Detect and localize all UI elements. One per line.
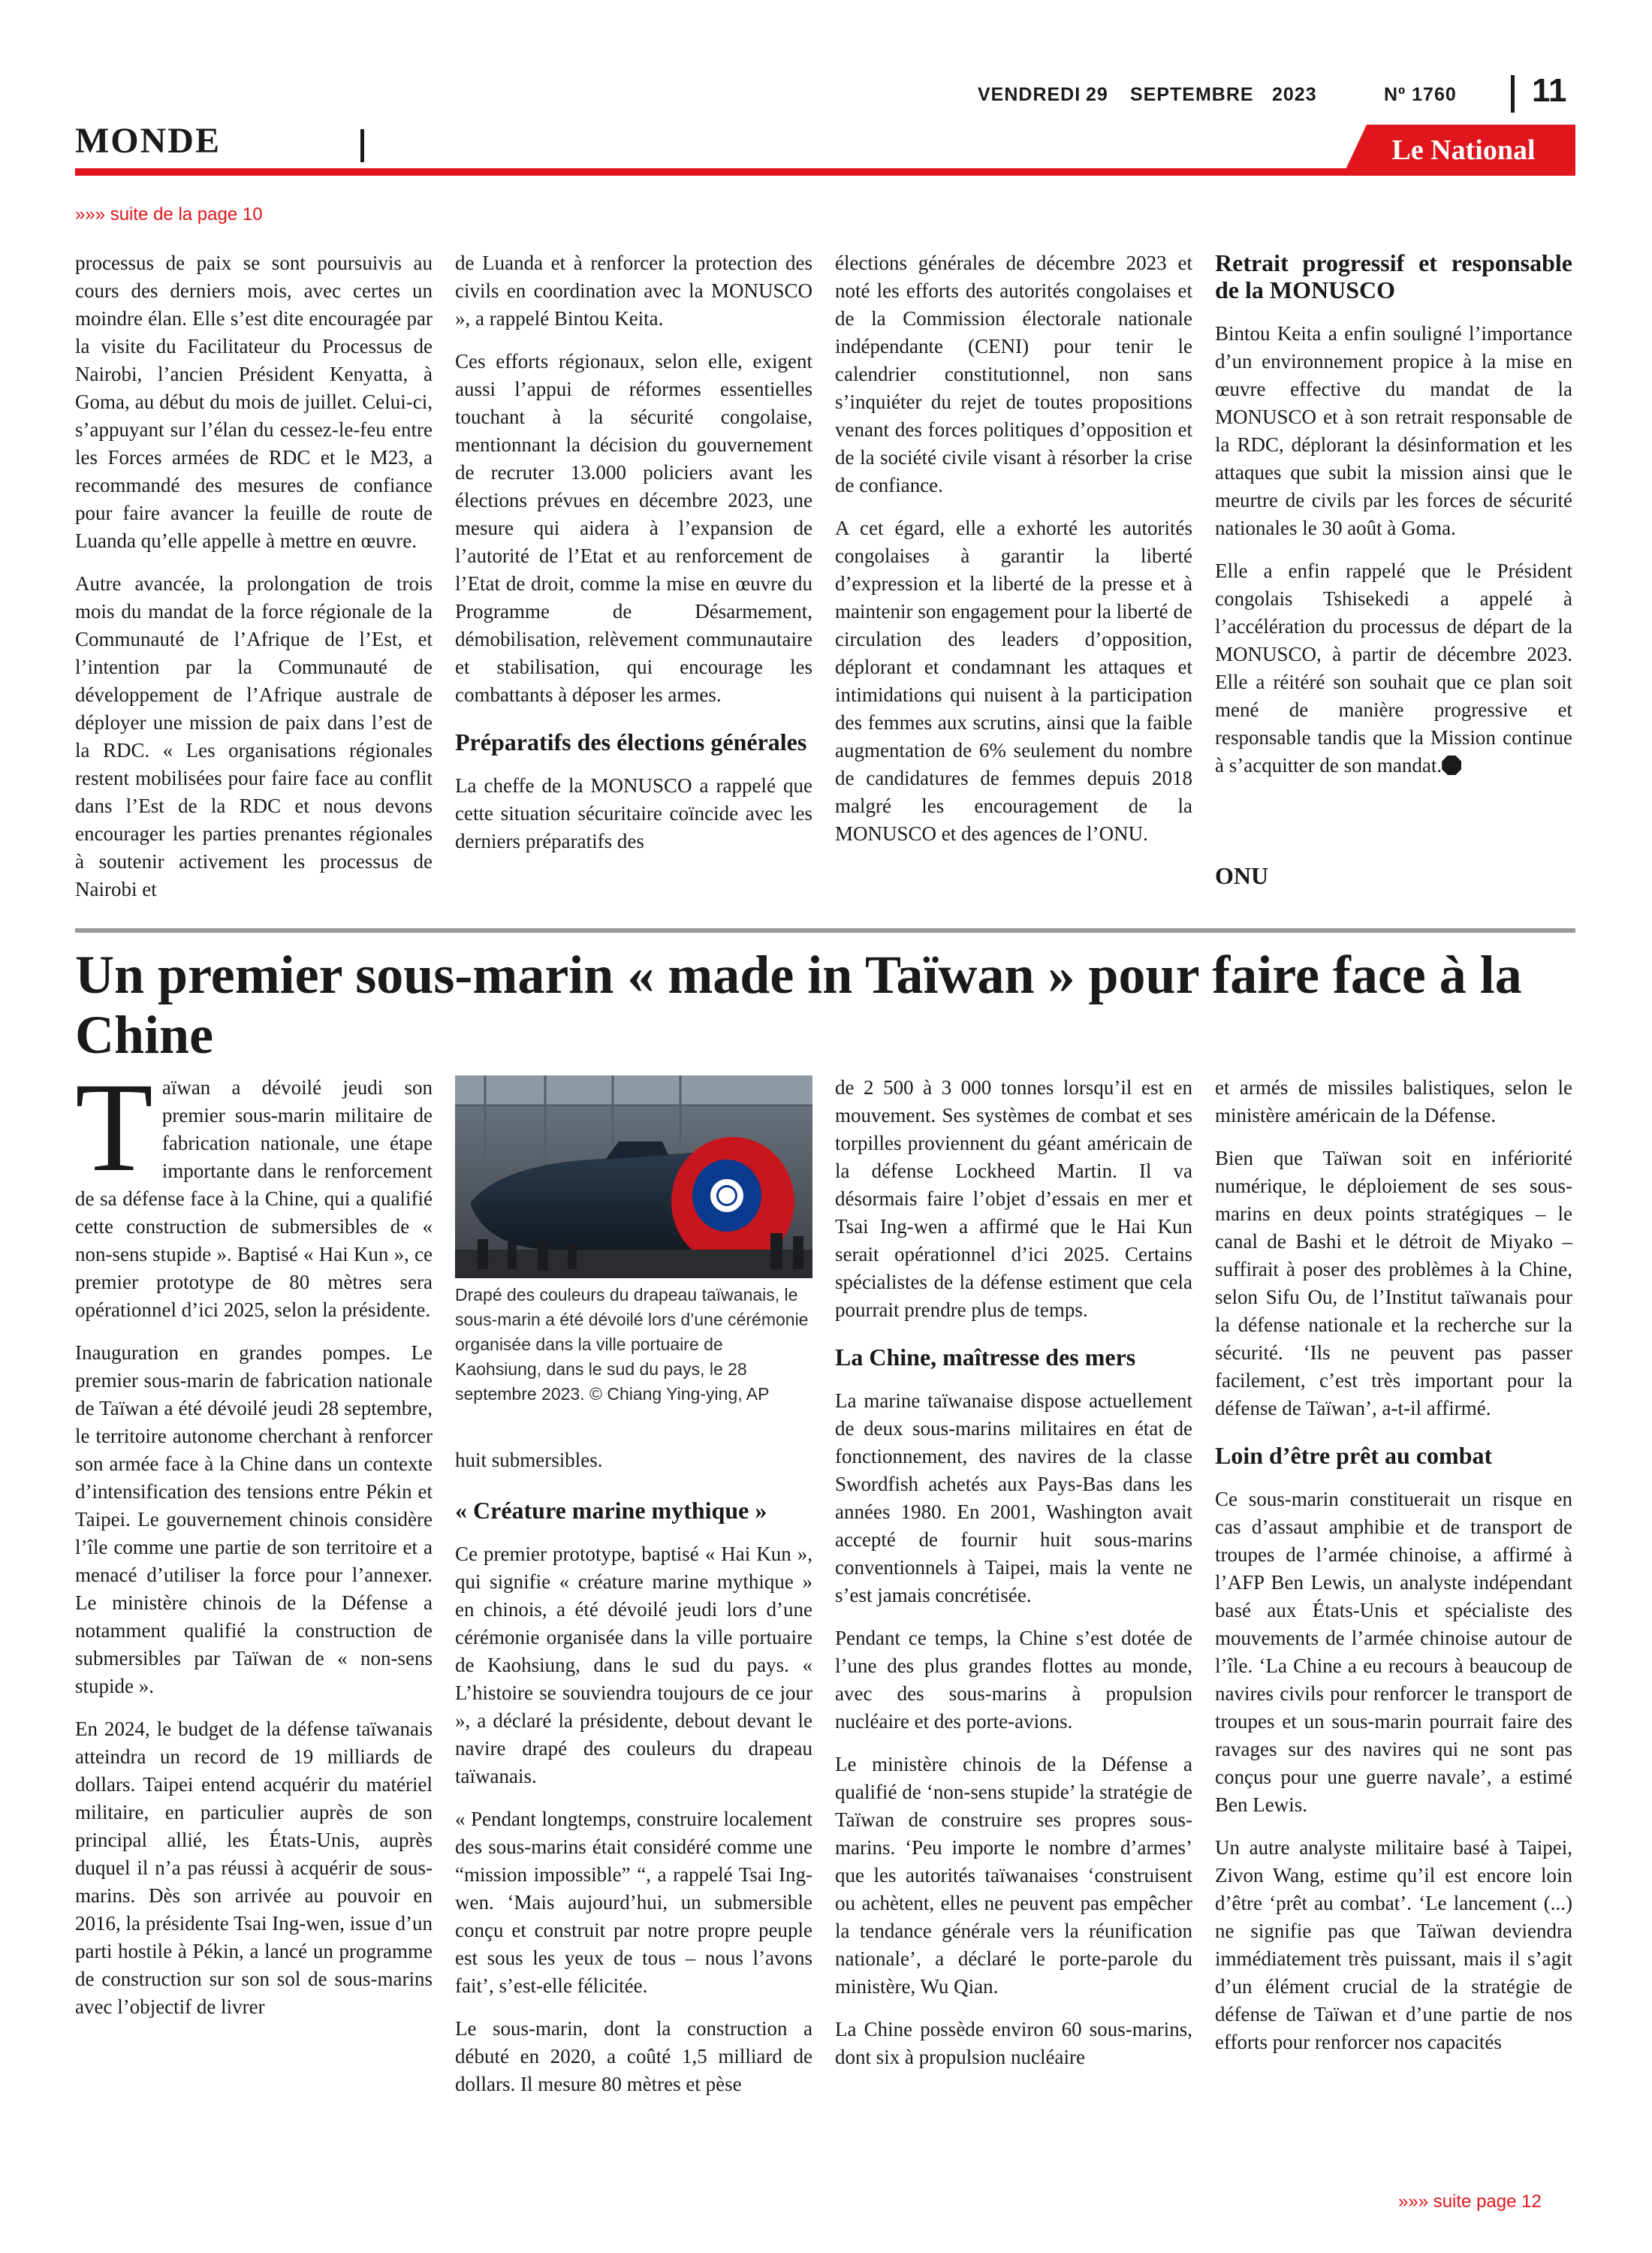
subheading: La Chine, maîtresse des mers [835,1344,1136,1371]
main-headline: Un premier sous-marin « made in Taïwan » pour faire face à la Chine [75,945,1522,1065]
paragraph: Bien que Taïwan soit en infériorité numérique, le déploiement de ses sous-marins en deux points stratégiques – le canal de Bashi et le détroit de Miyako – suffirait à poser des problèmes à la Chine, selon Sifu Ou, de l’Institut taïwanais pour la défense nationale et la recherche sur la sécurité. ‘Ils ne peuvent pas passer facilement, c’est très important pour la défense de Taïwan’, a-t-il affirmé. [1215,1147,1572,1419]
header-date: 29 [1086,84,1108,105]
photo-caption: Drapé des couleurs du drapeau taïwanais, le sous-marin a été dévoilé lors d’une cérémonie organisée dans la ville portuaire de Kaohsiung, dans le sud du pays, le 28 septembre 2023. © Chiang Ying-ying, AP [455,1285,809,1404]
paragraph-text: Elle a enfin rappelé que le Président congolais Tshisekedi a appelé à l’accélération du processus de départ de la MONUSCO, à partir de décembre 2023. Elle a réitéré son souhait que ce plan soit mené de manière progressive et responsable tandis que la Mission continue à s’acquitter de son mandat. [1215,559,1572,777]
paragraph-text: aïwan a dévoilé jeudi son premier sous-marin militaire de fabrication nationale, une étape importante dans le renforcement de sa défense face à la Chine, qui a qualifié cette construction de submersibles de « non-sens stupide ». Baptisé « Hai Kun », ce premier prototype de 80 mètres sera opérationnel d’ici 2025, selon la présidente. [75,1076,433,1321]
paragraph: et armés de missiles balistiques, selon le ministère américain de la Défense. [1215,1076,1572,1126]
main-column-3 [835,1074,1192,2086]
paragraph: Ce sous-marin constituerait un risque en cas d’assaut amphibie et de transport de troupes de l’armée chinoise, a affirmé à l’AFP Ben Lewis, un analyste indépendant basé aux États-Unis et spécialiste des mouvements de l’armée chinoise autour de l’île. ‘La Chine a eu recours à beaucoup de navires civils pour renforcer le transport de troupes et un sous-marin pourrait faire des ravages sur des navires qui ne sont pas conçus pour une guerre navale’, a estimé Ben Lewis. [1215,1488,1572,1816]
submarine-photo [455,1075,812,1278]
article-divider [75,928,1575,933]
paper-name: Le National [1391,134,1536,166]
header-year: 2023 [1272,84,1317,105]
page-number-bar [1511,75,1515,113]
main-column-2 [455,1446,812,2113]
top-column-4 [1215,249,1572,795]
top-column-2 [455,249,812,870]
paragraph: huit submersibles. [455,1449,603,1471]
article-signature: ONU [1215,862,1269,889]
paragraph: La cheffe de la MONUSCO a rappelé que cette situation sécuritaire coïncide avec les derniers préparatifs des [455,774,812,852]
subheading: Retrait progressif et responsable de la MONUSCO [1215,249,1572,303]
header-day: VENDREDI [978,84,1081,105]
paragraph: Le ministère chinois de la Défense a qualifié de ‘non-sens stupide’ la stratégie de Taïwan de construire ses propres sous-marins. ‘Peu importe le nombre d’armes’ que les autorités taïwanaises ‘construisent ou achètent, elles ne peuvent pas empêcher la tendance générale vers la réunification nationale’, a déclaré le porte-parole du ministère, Wu Qian. [835,1753,1192,1998]
paragraph: Ces efforts régionaux, selon elle, exigent aussi l’appui de réformes essentielles touchant à la sécurité congolaise, mentionnant la décision du gouvernement de recruter 13.000 policiers avant les élections prévues en décembre 2023, une mesure qui aidera à l’expansion de l’autorité de l’Etat et au renforcement de l’Etat de droit, comme la mise en œuvre du Programme de Désarmement, démobilisation, relèvement communautaire et stabilisation, qui encourage les combattants à déposer les armes. [455,350,812,706]
paragraph: La marine taïwanaise dispose actuellement de deux sous-marins militaires en état de fonctionnement, des navires de la classe Swordfish achetés aux Pays-Bas dans les années 1980. En 2001, Washington avait accepté de fournir huit sous-marins conventionnels à Taipei, mais la vente ne s’est jamais concrétisée. [835,1389,1192,1606]
paragraph: de Luanda et à renforcer la protection des civils en coordination avec la MONUSCO », a rappelé Bintou Keita. [455,252,812,330]
drop-cap: T [75,1057,153,1198]
paragraph: élections générales de décembre 2023 et noté les efforts des autorités congolaises et de la Commission électorale nationale indépendante (CENI) pour tenir le calendrier constitutionnel, non sans s’inquiéter du rejet de toutes propositions venant des forces politiques d’opposition et de la société civile visant à résorber la crise de confiance. [835,252,1192,496]
paragraph: La Chine possède environ 60 sous-marins, dont six à propulsion nucléaire [835,2018,1192,2068]
paragraph: « Pendant longtemps, construire localement des sous-marins était considéré comme une “mission impossible” “, a rappelé Tsai Ing-wen. ‘Mais aujourd’hui, un submersible conçu et construit par notre propre peuple est sous les yeux de tous – nous l’avons fait’, s’est-elle félicitée. [455,1808,812,1997]
subheading: Loin d’être prêt au combat [1215,1442,1493,1469]
page-number: 11 [1532,72,1567,109]
paragraph: Bintou Keita a enfin souligné l’importance d’un environnement propice à la mise en œuvre effective du mandat de la MONUSCO et à son retrait responsable de la RDC, déplorant la désinformation et les attaques que subit la mission ainsi que le meurtre de civils par les forces de sécurité nationales le 30 août à Goma. [1215,322,1572,539]
submarine-illustration-icon [455,1075,812,1278]
paragraph: A cet égard, elle a exhorté les autorités congolaises à garantir la liberté d’expression et la liberté de la presse et à maintenir son engagement pour la liberté de circulation des leaders d’opposition, déplorant et condamnant les attaques et intimidations qui nuisent à la participation des femmes aux scrutins, ainsi que la faible augmentation de 6% seulement du nombre de candidatures de femmes depuis 2018 malgré les encouragement de la MONUSCO et des agences de l’ONU. [835,517,1192,845]
paragraph: Pendant ce temps, la Chine s’est dotée de l’une des plus grandes flottes au monde, avec des sous-marins à propulsion nucléaire et des porte-avions. [835,1627,1192,1733]
section-title: MONDE [75,121,221,161]
paragraph: Ce premier prototype, baptisé « Hai Kun », qui signifie « créature marine mythique » en chinois, a été dévoilé jeudi lors d’une cérémonie organisée dans la ville portuaire de Kaohsiung, dans le sud du pays. « L’histoire se souviendra toujours de ce jour », a déclaré la présidente, debout devant le navire drapé des couleurs du drapeau taïwanais. [455,1543,812,1787]
continued-to: »»» suite page 12 [1398,2191,1542,2212]
continued-from: »»» suite de la page 10 [75,204,263,225]
paragraph [75,1057,433,1324]
paragraph: processus de paix se sont poursuivis au cours des derniers mois, avec certes un moindre élan. Elle s’est dite encouragée par la visite du Facilitateur du Processus de Nairobi, l’ancien Président Kenyatta, à Goma, au début du mois de juillet. Celui-ci, s’appuyant sur l’élan du cessez-le-feu entre les Forces armées de RDC et le M23, a recommandé des mesures de confiance pour faire avancer la feuille de route de Luanda qu’elle appelle à mettre en œuvre. [75,252,433,552]
top-column-1 [75,249,433,918]
paragraph: Autre avancée, la prolongation de trois mois du mandat de la force régionale de la Communauté de l’Afrique de l’Est, et l’intention par la Communauté de développement de l’Afrique australe de déployer une mission de paix dans l’est de la RDC. « Les organisations régionales restent mobilisées pour faire face au conflit dans l’Est de la RDC et nous devons encourager les parties prenantes régionales à soutenir activement les processus de Nairobi et [75,572,433,900]
paragraph [1215,557,1572,780]
top-column-3 [835,249,1192,863]
end-mark-icon [1442,756,1461,775]
paragraph: En 2024, le budget de la défense taïwanais atteindra un record de 19 milliards de dollars. Taipei entend acquérir du matériel militaire, en particulier auprès de son principal allié, les États-Unis, auprès duquel il n’a pas réussi à acquérir de sous-marins. Dès son arrivée au pouvoir en 2016, la présidente Tsai Ing-wen, issue d’un parti hostile à Pékin, a lancé un programme de construction sur son sol de sous-marins avec l’objectif de livrer [75,1718,433,2018]
subheading: « Créature marine mythique » [455,1497,767,1524]
main-column-4 [1215,1074,1572,2071]
header-issue: Nº 1760 [1384,84,1457,105]
section-bar [360,129,364,162]
paragraph: Inauguration en grandes pompes. Le premier sous-marin de fabrication nationale de Taïwan a été dévoilé jeudi 28 septembre, le territoire autonome cherchant à renforcer son armée face à la Chine dans un contexte d’intensification des tensions entre Pékin et Taipei. Le gouvernement chinois considère l’île comme une partie de son territoire et a menacé d’utiliser la force pour l’annexer. Le ministère chinois de la Défense a notamment qualifié la construction de submersibles par Taïwan de « non-sens stupide ». [75,1341,433,1697]
subheading: Préparatifs des élections générales [455,728,807,756]
main-column-1 [75,1057,433,2036]
paragraph: Un autre analyste militaire basé à Taipei, Zivon Wang, estime qu’il est encore loin d’être ‘prêt au combat’. ‘Le lancement (...) ne signifie pas que Taïwan deviendra immédiatement très puissant, mais il s’agit d’un élément crucial de la stratégie de défense de Taïwan et d’une partie de nos efforts pour renforcer nos capacités [1215,1836,1572,2053]
header-month: SEPTEMBRE [1130,84,1254,105]
paragraph: Le sous-marin, dont la construction a débuté en 2020, a coûté 1,5 milliard de dollars. Il mesure 80 mètres et pèse [455,2017,812,2095]
paragraph: de 2 500 à 3 000 tonnes lorsqu’il est en mouvement. Ses systèmes de combat et ses torpilles proviennent du géant américain de la défense Lockheed Martin. Il va désormais faire l’objet d’essais en mer et Tsai Ing-wen a affirmé que le Hai Kun serait opérationnel d’ici 2025. Certains spécialistes de la défense estiment que cela pourrait prendre plus de temps. [835,1076,1192,1321]
